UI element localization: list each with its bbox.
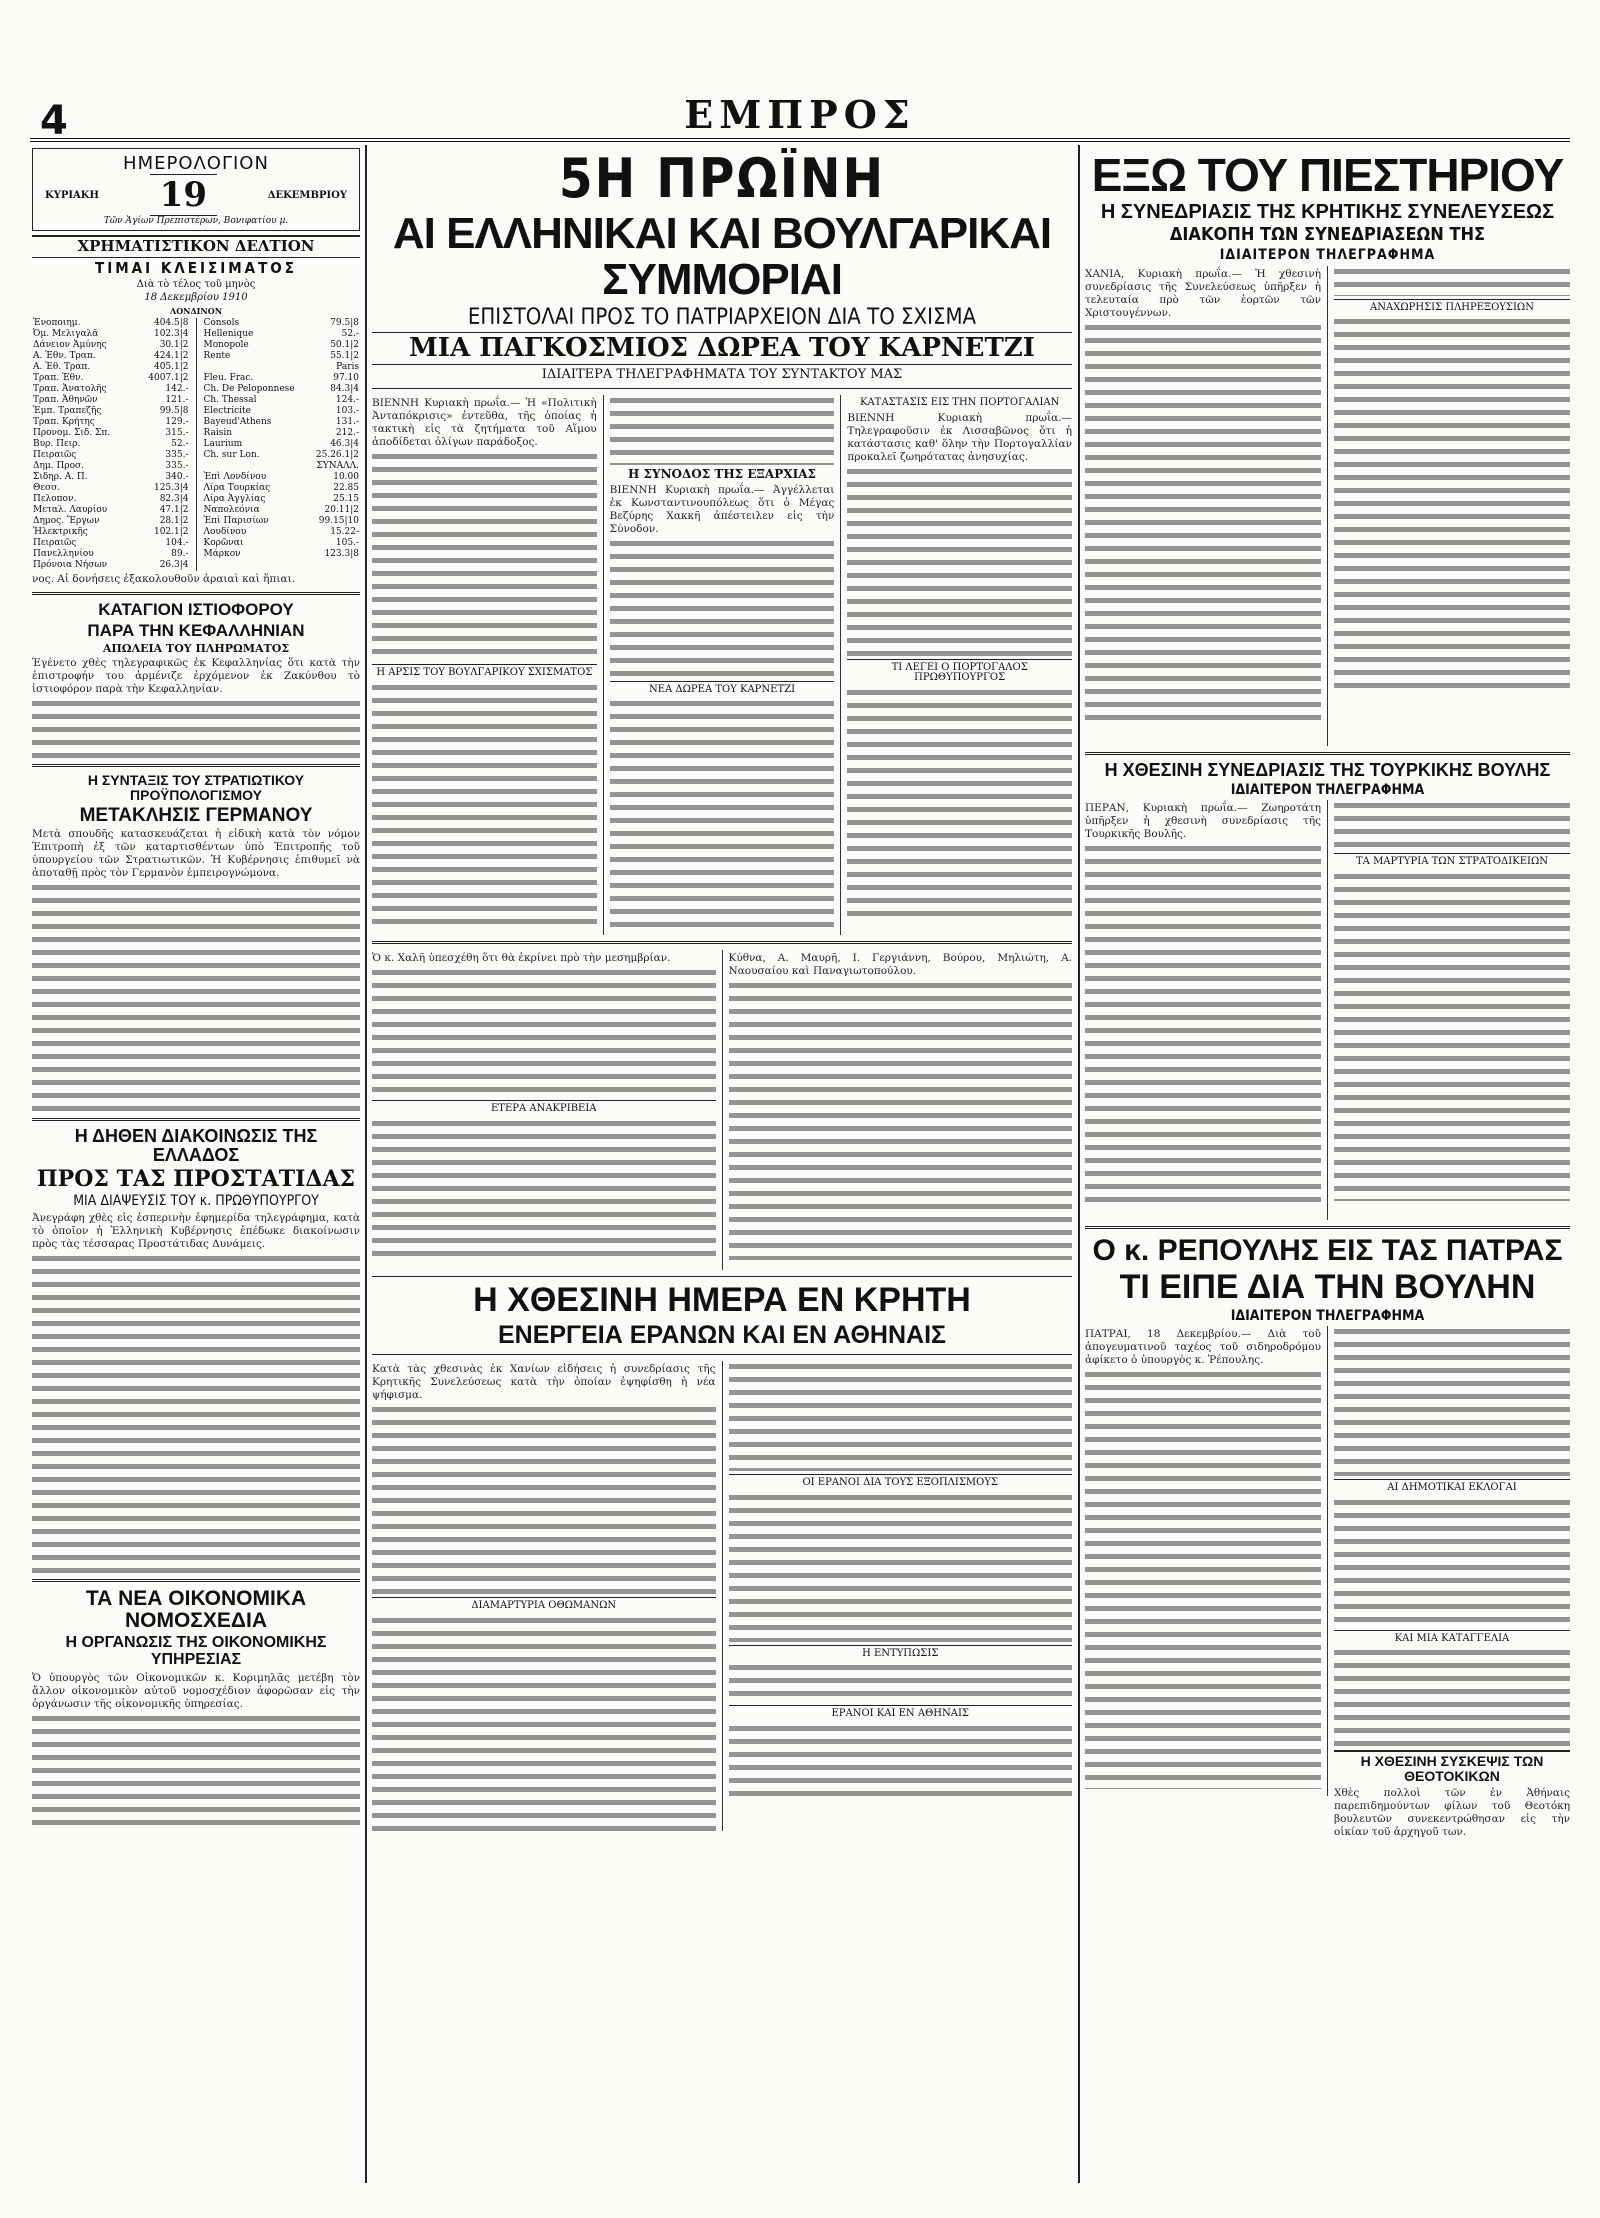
subheadline: ΜΙΑ ΔΙΑΨΕΥΣΙΣ ΤΟΥ κ. ΠΡΩΘΥΠΟΥΡΓΟΥ [73,1193,319,1210]
article-body [372,1404,716,1594]
main-headline: 5Η ΠΡΩΪΝΗ [558,148,886,210]
price-value: 20.11|2 [324,504,359,515]
article-body [1085,322,1321,722]
headline: ΠΡΟΣ ΤΑΣ ΠΡΟΣΤΑΤΙΔΑΣ [36,1166,356,1193]
section-headline: ΕΞΩ ΤΟΥ ΠΙΕΣΤΗΡΙΟΥ [1091,149,1564,201]
price-row [203,351,361,362]
price-row [32,527,190,538]
price-row [203,395,361,406]
headline: Η ΟΡΓΑΝΩΣΙΣ ΤΗΣ ΟΙΚΟΝΟΜΙΚΗΣ ΥΠΗΡΕΣΙΑΣ [65,1634,327,1668]
price-value: 405.1|2 [153,361,189,372]
price-value: 26.3|4 [159,559,189,570]
price-name: Πειραιῶς [33,449,77,460]
price-name: Ch. De Peloponnese [203,383,295,394]
price-row [203,549,361,560]
price-name: Ἑνοποιημ. [33,317,81,328]
price-name: Ch. Thessal [203,394,257,405]
article-text: Χθὲς πολλοὶ τῶν ἐν Ἀθήναις παρεπιδημούντων φίλων τοῦ Θεοτόκη βουλευτῶν συνεκεντρώθησαν εἰς τὴν οἰκίαν τοῦ ἀρχηγοῦ των. [1334,1786,1570,1838]
price-name: Ἐπὶ Λονδίνου [203,471,267,482]
price-value: 123.3|8 [324,548,359,559]
price-name: Δάνειον Ἀμύνης [33,339,107,350]
article-text: Ἐγένετο χθὲς τηλεγραφικῶς ἐκ Κεφαλληνίας ὅτι κατὰ τὴν ἐπιστροφήν του ἀρμένιζε ἐρχόμενον ἐκ Ζακύνθου τὸ ἱστιοφόρον παρὰ τὴν Κεφαλληνίαν. [32,657,360,696]
price-row [32,340,190,351]
article-body [1334,316,1570,696]
subheadline: ΤΑ ΜΑΡΤΥΡΙΑ ΤΩΝ ΣΤΡΑΤΟΔΙΚΕΙΩΝ [1334,853,1570,868]
price-value: 335.- [165,449,189,460]
price-value: 25.15 [333,493,359,504]
price-row [32,417,190,428]
price-row [32,538,190,549]
article-body [729,1662,1073,1702]
price-value: 46.3|4 [330,438,359,449]
price-row [32,439,190,450]
subheadline: Η ΑΡΣΙΣ ΤΟΥ ΒΟΥΛΓΑΡΙΚΟΥ ΣΧΙΣΜΑΤΟΣ [372,664,597,679]
price-row [32,505,190,516]
price-value: ΣΥΝΑΛΛ. [316,460,359,471]
subheadline: Η ΣΥΝΟΔΟΣ ΤΗΣ ΕΞΑΡΧΙΑΣ [628,467,816,482]
price-value: 28.1|2 [159,515,189,526]
price-value: 25.26.1|2 [315,449,359,460]
column-rule [365,145,367,2183]
price-row [203,516,361,527]
price-value: 52.- [341,328,359,339]
price-row [32,329,190,340]
price-name: Δημος. Ἔργων [33,515,100,526]
article-body [1334,1326,1570,1476]
article-text: ΧΑΝΙΑ, Κυριακὴ πρωΐα.— Ἡ χθεσινὴ συνεδρίασις τῆς Συνελεύσεως ὑπῆρξεν ἡ τελευταία πρὸ τῶν ἑορτῶν τῶν Χριστουγέννων. [1085,267,1321,319]
price-name: Ναπολεόνια [203,504,260,515]
price-value: 55.1|2 [330,350,359,361]
price-row [32,406,190,417]
price-name: Laurium [203,438,243,449]
price-name [203,461,309,472]
market-note: Διὰ τὸ τέλος τοῦ μηνὸς [136,278,256,290]
price-value: 424.1|2 [153,350,189,361]
price-value: 102.3|4 [153,328,189,339]
subheadline: ΑΠΩΛΕΙΑ ΤΟΥ ΠΛΗΡΩΜΑΤΟΣ [102,641,290,655]
price-name: Ἐπὶ Παρισίων [203,515,269,526]
price-value: 142.- [165,383,189,394]
price-row [32,483,190,494]
price-name: Θεσσ. [33,482,61,493]
subheadline: ΝΕΑ ΔΩΡΕΑ ΤΟΥ ΚΑΡΝΕΤΖΙ [610,681,835,696]
masthead [30,92,1570,144]
price-row [203,406,361,417]
price-row [32,549,190,560]
price-value: 335.- [165,460,189,471]
article-columns [372,1361,1072,1831]
price-value: 131.- [335,416,359,427]
price-row [32,428,190,439]
subheadline: ΚΑΤΑΣΤΑΣΙΣ ΕΙΣ ΤΗΝ ΠΟΡΤΟΓΑΛΙΑΝ [859,397,1060,409]
price-value: 97.10 [333,372,359,383]
price-row [203,329,361,340]
price-name: Λίρα Ἀγγλίας [203,493,266,504]
main-headline: ΑΙ ΕΛΛΗΝΙΚΑΙ ΚΑΙ ΒΟΥΛΓΑΡΙΚΑΙ ΣΥΜΜΟΡΙΑΙ [392,208,1052,304]
headline: ΜΕΤΑΚΛΗΣΙΣ ΓΕΡΜΑΝΟΥ [79,804,313,826]
price-row [203,450,361,461]
price-value: 99.5|8 [159,405,189,416]
price-row [32,450,190,461]
subheadline: ΤΙ ΛΕΓΕΙ Ο ΠΟΡΤΟΓΑΛΟΣ ΠΡΩΘΥΠΟΥΡΓΟΣ [847,659,1072,684]
price-row [203,494,361,505]
headline: Η ΣΥΝΤΑΞΙΣ ΤΟΥ ΣΤΡΑΤΙΩΤΙΚΟΥ ΠΡΟΫΠΟΛΟΓΙΣΜΟΥ [87,772,305,803]
price-name: Πειραιῶς [33,537,77,548]
price-name: Δημ. Προσ. [33,460,85,471]
market-date: 18 Δεκεμβρίου 1910 [144,292,248,303]
article-body [1334,871,1570,1201]
price-value: 315.- [165,427,189,438]
price-value: 104.- [165,537,189,548]
article-body [610,538,835,678]
price-row [32,560,190,571]
price-value: 47.1|2 [159,504,189,515]
article-body [847,466,1072,656]
price-value: 15.22- [330,526,359,537]
calendar-box [32,148,360,231]
headline: ΔΙΑΚΟΠΗ ΤΩΝ ΣΥΝΕΔΡΙΑΣΕΩΝ ΤΗΣ [1169,224,1486,246]
price-name: Rente [203,350,231,361]
price-row [32,362,190,373]
article-columns [372,395,1072,935]
price-value: 124.- [335,394,359,405]
price-value: 105.- [335,537,359,548]
market-title: ΧΡΗΜΑΤΙΣΤΙΚΟΝ ΔΕΛΤΙΟΝ [32,235,360,258]
price-value: 103.- [335,405,359,416]
column-rule [1078,145,1080,2183]
headline: Η ΧΘΕΣΙΝΗ ΗΜΕΡΑ ΕΝ ΚΡΗΤΗ [473,1281,971,1320]
article-body [729,1361,1073,1471]
subheadline: ΙΔΙΑΙΤΕΡΑ ΤΗΛΕΓΡΑΦΗΜΑΤΑ ΤΟΥ ΣΥΝΤΑΚΤΟΥ ΜΑΣ [541,367,903,383]
price-name: Κορῶναι [203,537,244,548]
article-body [1334,266,1570,296]
price-row [32,351,190,362]
price-name: Electricite [203,405,251,416]
price-row [203,527,361,538]
article-body [372,967,716,1097]
price-row [32,373,190,384]
market-subtitle: ΤΙΜΑΙ ΚΛΕΙΣΙΜΑΤΟΣ [95,258,297,277]
subheadline: ΚΑΙ ΜΙΑ ΚΑΤΑΓΓΕΛΙΑ [1334,1630,1570,1645]
article-columns [1085,1326,1570,1838]
prices-athens [32,318,190,571]
price-value: 79.5|8 [330,317,359,328]
column-left [32,148,360,2188]
article-body [32,698,360,758]
article-text: ΒΙΕΝΝΗ Κυριακὴ πρωΐα.— Ἡ «Πολιτικὴ Ἀνταπόκρισις» ἐντεῦθα, τῆς ὁποίας ἡ τακτικὴ εἰς τὰ ζητήματα τοῦ Αἵμου ἀποδίδεται ὀλίγων παράδοξος. [372,397,597,449]
article-columns [1085,266,1570,746]
price-value: 340.- [165,471,189,482]
article-text: Κατὰ τὰς χθεσινὰς ἐκ Χανίων εἰδήσεις ἡ συνεδρίασις τῆς Κρητικῆς Συνελεύσεως κατὰ τὴν ὁποίαν ἐψηφίσθη ἡ νέα ψήφισμα. [372,1363,716,1402]
price-row [203,428,361,439]
price-row [203,340,361,351]
price-row [32,461,190,472]
article-text: ΒΙΕΝΝΗ Κυριακὴ πρωΐα.— Τηλεγραφοῦσιν ἐκ Λισσαβῶνος ὅτι ἡ κατάστασις καθ' ὅλην τὴν Πορτογαλλίαν προκαλεῖ ζωηρότατας ἀνησυχίας. [847,411,1072,463]
article-text: ΠΑΤΡΑΙ, 18 Δεκεμβρίου.— Διὰ τοῦ ἀπογευματινοῦ ταχέος τοῦ σιδηροδρόμου ἀφίκετο ὁ ὑπουργὸς κ. Ῥέπουλης. [1085,1328,1321,1367]
prices-foreign [203,318,361,560]
price-name: Τραπ. Κρήτης [33,416,95,427]
price-value: 212.- [335,427,359,438]
price-name: Ch. sur Lon. [203,449,260,460]
price-row [203,505,361,516]
subheadline: ΙΔΙΑΙΤΕΡΟΝ ΤΗΛΕΓΡΑΦΗΜΑ [1230,781,1425,798]
price-row [32,516,190,527]
price-name: Τραπ. Ἀνατολῆς [33,383,107,394]
subheadline: ΕΤΕΡΑ ΑΝΑΚΡΙΒΕΙΑ [372,1100,716,1115]
price-row [32,472,190,483]
calendar-title: ΗΜΕΡΟΛΟΓΙΟΝ [123,153,269,174]
headline: ΕΝΕΡΓΕΙΑ ΕΡΑΝΩΝ ΚΑΙ ΕΝ ΑΘΗΝΑΙΣ [497,1320,947,1349]
price-name: Πρόνοια Νήσων [33,559,108,570]
article-text: ΒΙΕΝΝΗ Κυριακὴ πρωΐα.— Ἀγγέλλεται ἐκ Κωνσταντινουπόλεως ὅτι ὁ Μέγας Βεζύρης Χακκῆ ἀπέστειλεν εἰς τὴν Σύνοδον. [609,483,835,535]
article-body [1085,1369,1321,1789]
subheadline: ΜΙΑ ΠΑΓΚΟΣΜΙΟΣ ΔΩΡΕΑ ΤΟΥ ΚΑΡΝΕΤΖΙ [372,332,1072,365]
subheadline: ΑΝΑΧΩΡΗΣΙΣ ΠΛΗΡΕΞΟΥΣΙΩΝ [1334,299,1570,314]
article-body [32,882,360,1112]
price-value: 30.1|2 [159,339,189,350]
price-name: Raisin [203,427,233,438]
headline: ΚΑΤΑΓΙΟΝ ΙΣΤΙΟΦΟΡΟΥ [98,599,294,619]
price-value: 125.3|4 [153,482,189,493]
article-body [1334,1647,1570,1747]
article-body [1334,1497,1570,1627]
price-value: 82.3|4 [159,493,189,504]
price-name: Βυρ. Πειρ. [33,438,81,449]
price-row [203,483,361,494]
article-text: ΠΕΡΑΝ, Κυριακὴ πρωΐα.— Ζωηροτάτη ὑπῆρξεν ἡ χθεσινὴ συνεδρίασις τῆς Τουρκικῆς Βουλῆς. [1085,802,1321,841]
price-name: Λίρα Τουρκίας [203,482,271,493]
price-name: Hellenique [203,328,254,339]
price-value: 22.85 [333,482,359,493]
price-row [203,384,361,395]
price-row [32,494,190,505]
article-body [32,1713,360,1833]
article-body [729,980,1073,1260]
price-row [203,538,361,549]
calendar-saints: Τῶν Ἁγίων Πρεπιστέρων, Βονιφατίου μ. [103,216,289,226]
price-name: Τραπ. Ἐθν. [33,372,84,383]
article-body [372,1615,716,1835]
headline: ΠΑΡΑ ΤΗΝ ΚΕΦΑΛΛΗΝΙΑΝ [87,620,305,640]
article-body [372,682,597,932]
price-value: 84.3|4 [330,383,359,394]
price-row [203,461,361,472]
price-value: 50.1|2 [330,339,359,350]
headline: Η ΧΘΕΣΙΝΗ ΣΥΣΚΕΨΙΣ ΤΩΝ ΘΕΟΤΟΚΙΚΩΝ [1334,1750,1570,1783]
price-row [203,417,361,428]
price-row [32,395,190,406]
headline: ΤΙ ΕΙΠΕ ΔΙΑ ΤΗΝ ΒΟΥΛΗΝ [1119,1267,1536,1306]
column-right [1085,148,1570,2188]
price-name: Μάρκον [203,548,241,559]
subheadline: Η ΕΝΤΥΠΩΣΙΣ [729,1645,1073,1660]
price-name: Fleu. Frac. [203,372,254,383]
price-value: 4007.1|2 [148,372,189,383]
article-fragment: νος. Αἱ δονήσεις ἐξακολουθοῦν ἀραιαὶ καὶ ἥπιαι. [32,572,296,585]
price-value: 121.- [165,394,189,405]
headline: ΤΑ ΝΕΑ ΟΙΚΟΝΟΜΙΚΑ ΝΟΜΟΣΧΕΔΙΑ [85,1587,307,1633]
price-name: Bayeud'Athens [203,416,272,427]
article-body [610,395,835,465]
calendar-weekday: ΚΥΡΙΑΚΗ [45,189,99,201]
article-body [372,451,597,661]
article-text: Ἀνεγράφη χθὲς εἰς ἑσπερινὴν ἐφημερίδα τηλεγράφημα, κατὰ τὸ ὁποῖον ἡ Ἑλληνικὴ Κυβέρνησις ἐπέδωκε διακοίνωσιν πρὸς τὰς τέσσαρας Προστάτιδας Δυνάμεις. [32,1212,360,1250]
article-body [32,1253,360,1573]
price-value: Paris [336,361,359,372]
price-name [203,362,309,373]
price-name: Προνομ. Σιδ. Σπ. [33,427,111,438]
article-body [1334,800,1570,850]
subheadline: ΙΔΙΑΙΤΕΡΟΝ ΤΗΛΕΓΡΑΦΗΜΑ [1230,1307,1425,1324]
price-value: 10.00 [333,471,359,482]
price-value: 99.15|10 [318,515,359,526]
price-row [203,439,361,450]
price-name: Πανελληνίου [33,548,94,559]
headline: Η ΧΘΕΣΙΝΗ ΣΥΝΕΔΡΙΑΣΙΣ ΤΗΣ ΤΟΥΡΚΙΚΗΣ ΒΟΥΛΗΣ [1104,759,1551,780]
price-name: Πελοπον. [33,493,77,504]
price-name: Consols [203,317,240,328]
price-name: Λουδίνου [203,526,247,537]
price-value: 89.- [171,548,189,559]
price-row [203,373,361,384]
price-row [203,362,361,373]
price-name: Ἐμπ. Τραπεζῆς [33,405,102,416]
newspaper-title: ΕΜΠΡΟΣ [684,92,916,137]
article-body [729,1723,1073,1803]
calendar-month: ΔΕΚΕΜΒΡΙΟΥ [267,189,347,201]
article-body [729,1492,1073,1642]
market-city: ΛΟΝΔΙΝΟΝ [169,305,223,316]
article-body [610,698,835,928]
article-body [1085,843,1321,1203]
column-center [372,148,1072,2188]
price-name: Σιδηρ. Α. Π. [33,471,88,482]
price-value: 102.1|2 [153,526,189,537]
price-value: 129.- [165,416,189,427]
price-row [203,472,361,483]
article-text: Ὁ ὑπουργὸς τῶν Οἰκονομικῶν κ. Κοριμηλᾶς μετέβη τὸν ἄλλον οἰκονομικὸν αὐτοῦ νομοσχέδιον ἀφορῶσαν εἰς τὴν ὀργάνωσιν τῆς οἰκονομικῆς ὑπηρεσίας. [32,1671,360,1710]
headline: Η ΣΥΝΕΔΡΙΑΣΙΣ ΤΗΣ ΚΡΗΤΙΚΗΣ ΣΥΝΕΛΕΥΣΕΩΣ [1100,201,1555,224]
article-body [372,1118,716,1258]
subheadline: ΑΙ ΔΗΜΟΤΙΚΑΙ ΕΚΛΟΓΑΙ [1334,1479,1570,1494]
price-value: 52.- [171,438,189,449]
price-row [203,318,361,329]
headline: Η ΔΗΘΕΝ ΔΙΑΚΟΙΝΩΣΙΣ ΤΗΣ ΕΛΛΑΔΟΣ [74,1126,318,1166]
article-columns [1085,800,1570,1220]
price-name: Τραπ. Ἀθηνῶν [33,394,98,405]
article-columns [372,950,1072,1270]
price-name: Monopole [203,339,249,350]
subheadline: ΕΠΙΣΤΟΛΑΙ ΠΡΟΣ ΤΟ ΠΑΤΡΙΑΡΧΕΙΟΝ ΔΙΑ ΤΟ ΣΧΙΣΜΑ [467,305,977,331]
headline: Ο κ. ΡΕΠΟΥΛΗΣ ΕΙΣ ΤΑΣ ΠΑΤΡΑΣ [1092,1234,1563,1268]
price-name: Ἠλεκτρικῆς [33,526,88,537]
article-text: Ὁ κ. Χαλῆ ὑπεσχέθη ὅτι θὰ ἐκρίνει πρὸ τὴν μεσημβρίαν. [372,952,671,965]
price-row [32,318,190,329]
subheadline: ΕΡΑΝΟΙ ΚΑΙ ΕΝ ΑΘΗΝΑΙΣ [729,1705,1073,1720]
article-text: Κύθνα, Α. Μαυρῆ, Ι. Γεργιάννη, Βούρου, Μηλιώτη, Α. Ναουσαίου καὶ Παναγιωτοπούλου. [728,952,1072,978]
price-tables [32,318,360,571]
price-value: 404.5|8 [153,317,189,328]
calendar-day: 19 [150,174,217,216]
subheadline: ΙΔΙΑΙΤΕΡΟΝ ΤΗΛΕΓΡΑΦΗΜΑ [1219,247,1436,264]
price-name: Α. Ἐθ. Τραπ. [33,361,91,372]
price-name: Ὀμ. Μελιγαλᾶ [33,328,99,339]
price-row [32,384,190,395]
article-text: Μετὰ σπουδῆς κατασκευάζεται ἡ εἰδικὴ κατὰ τὸν νόμον Ἐπιτροπὴ ἐξ τῶν καταρτισθέντων ὑπὸ Ἐπιτροπῆς τοῦ ὑπουργείου τῶν Στρατιωτικῶν. Ἡ Κυβέρνησις ἐπιθυμεῖ νὰ ἀποταθῇ πρὸς τὸν Γερμανὸν ἐμπειρογνώμονα. [32,828,360,880]
subheadline: ΟΙ ΕΡΑΝΟΙ ΔΙΑ ΤΟΥΣ ΕΞΟΠΛΙΣΜΟΥΣ [729,1474,1073,1489]
subheadline: ΔΙΑΜΑΡΤΥΡΙΑ ΟΘΩΜΑΝΩΝ [372,1597,716,1612]
price-name: Α. Ἐθν. Τραπ. [33,350,96,361]
price-name: Μεταλ. Λαυρίου [33,504,108,515]
article-body [847,687,1072,917]
page-number: 4 [40,98,68,144]
